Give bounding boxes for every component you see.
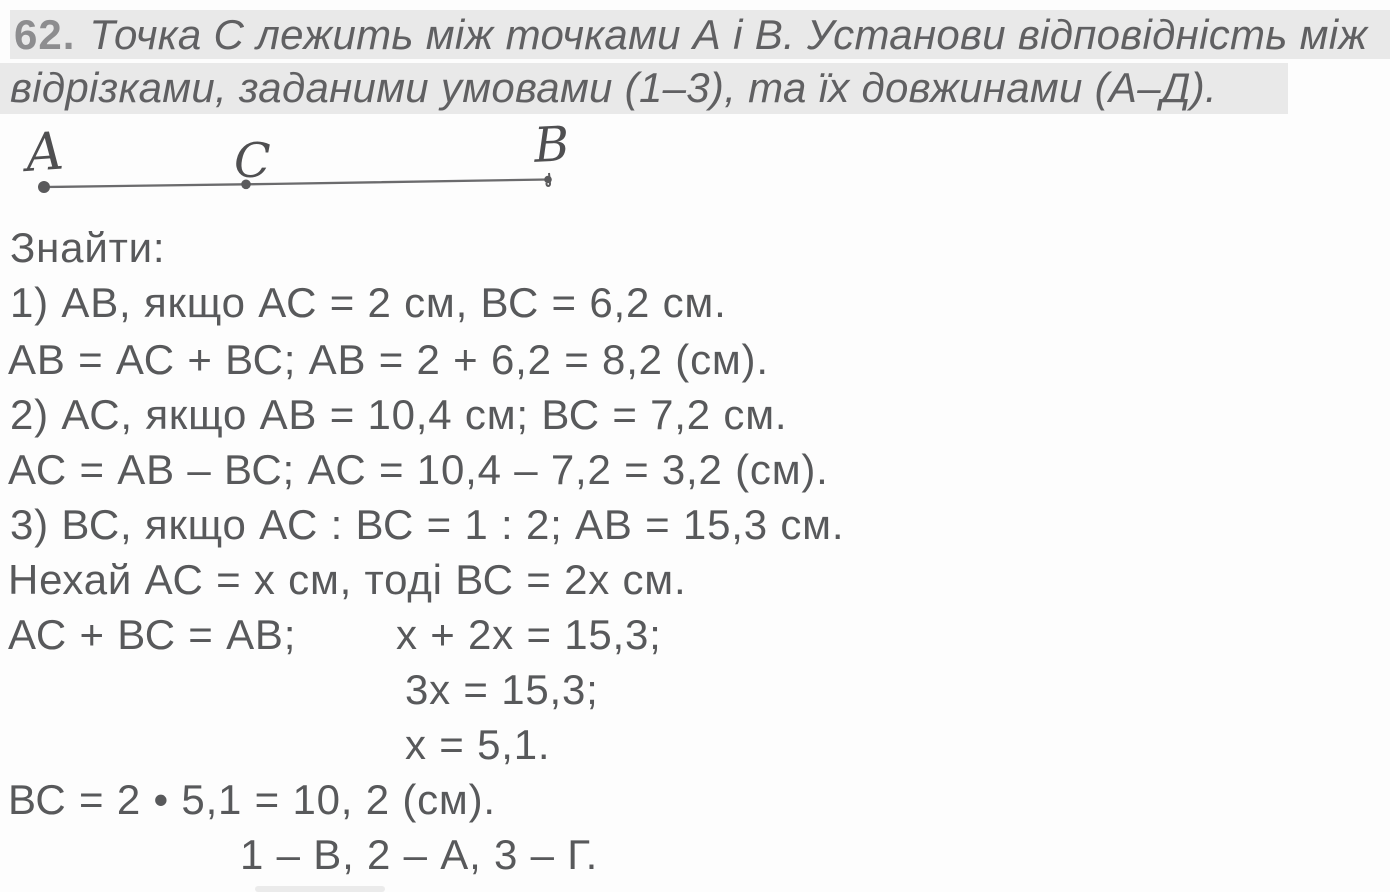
- problem-statement-line1: [10, 10, 1390, 59]
- solution-line-answer: 1 – В, 2 – А, 3 – Г.: [240, 831, 599, 878]
- problem-statement-text-2: відрізками, заданими умовами (1–3), та їх довжинами (А–Д).: [10, 64, 1217, 111]
- segment-diagram: [0, 115, 660, 220]
- solution-line-bc-result: ВС = 2 • 5,1 = 10, 2 (см).: [8, 776, 496, 823]
- find-label: Знайти:: [10, 224, 166, 271]
- problem-statement-line2: [0, 63, 1288, 114]
- solution-line-given-2: 2) АС, якщо АВ = 10,4 см; ВС = 7,2 см.: [10, 391, 788, 438]
- point-label-b: B: [532, 116, 571, 174]
- solution-line-calc-1: АВ = АС + ВС; АВ = 2 + 6,2 = 8,2 (см).: [8, 336, 769, 383]
- problem-statement-text-1: Точка С лежить між точками А і В. Установи відповідність між: [89, 11, 1368, 58]
- solution-line-given-3: 3) ВС, якщо АС : ВС = 1 : 2; АВ = 15,3 см.: [10, 501, 845, 548]
- solution-line-calc-2: АС = АВ – ВС; АС = 10,4 – 7,2 = 3,2 (см).: [8, 446, 829, 493]
- scan-artifact: [255, 886, 385, 892]
- solution-line-equation: АС + ВС = АВ; х + 2х = 15,3;: [8, 611, 662, 658]
- segment-line: [43, 180, 548, 188]
- point-label-a: A: [23, 121, 66, 184]
- solution-line-let-x: Нехай АС = х см, тоді ВС = 2х см.: [8, 556, 687, 603]
- solution-line-3x: 3х = 15,3;: [405, 666, 599, 713]
- problem-number: 62.: [14, 11, 76, 58]
- point-label-c: C: [234, 133, 271, 189]
- solution-line-given-1: 1) АВ, якщо АС = 2 см, ВС = 6,2 см.: [10, 279, 727, 326]
- solution-line-x-value: х = 5,1.: [405, 721, 551, 768]
